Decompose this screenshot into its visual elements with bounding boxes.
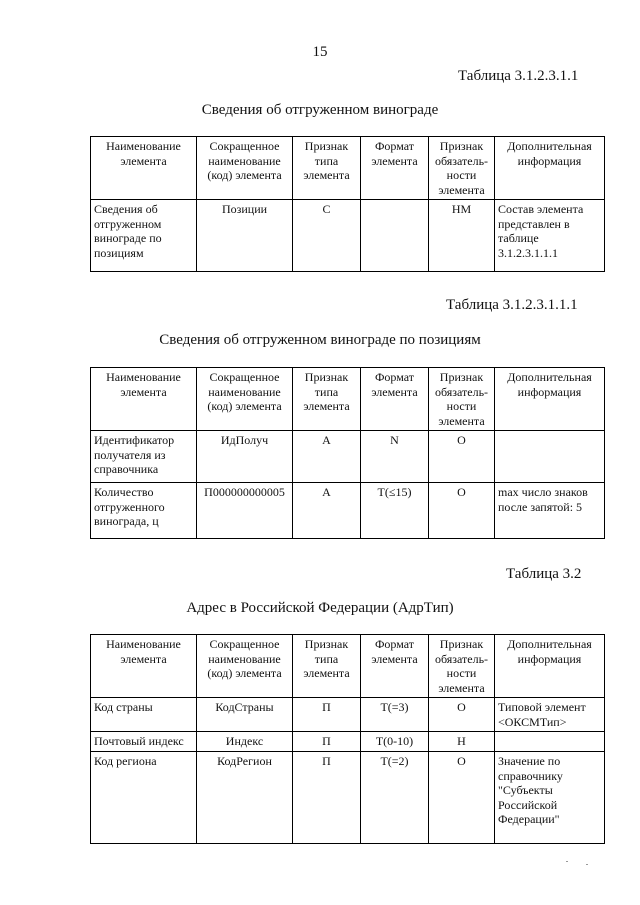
table-cell: Код страны	[91, 698, 197, 732]
table-cell: T(=3)	[361, 698, 429, 732]
column-header: Признак обязатель-ности элемента	[429, 368, 495, 431]
table-cell: Код региона	[91, 752, 197, 844]
table-cell: Сведения об отгруженном винограде по позициям	[91, 200, 197, 272]
table-cell: П	[293, 698, 361, 732]
scan-speck	[566, 861, 568, 862]
table-3	[90, 634, 605, 844]
table-header-row	[91, 368, 605, 431]
table-row	[91, 200, 605, 272]
column-header: Дополнительная информация	[495, 137, 605, 200]
column-header: Признак типа элемента	[293, 635, 361, 698]
column-header: Признак обязатель-ности элемента	[429, 635, 495, 698]
page-number: 15	[312, 44, 328, 60]
table-row	[91, 431, 605, 483]
column-header: Сокращенное наименование (код) элемента	[197, 635, 293, 698]
section-title-1: Сведения об отгруженном винограде	[201, 102, 439, 118]
table-cell: Почтовый индекс	[91, 732, 197, 752]
column-header: Сокращенное наименование (код) элемента	[197, 137, 293, 200]
table-cell: Индекс	[197, 732, 293, 752]
table-cell: П000000000005	[197, 483, 293, 539]
table-header-row	[91, 635, 605, 698]
table-cell: О	[429, 431, 495, 483]
table-row	[91, 752, 605, 844]
table-cell: КодРегион	[197, 752, 293, 844]
table-label-2: Таблица 3.1.2.3.1.1.1	[446, 297, 578, 313]
table-cell: Идентификатор получателя из справочника	[91, 431, 197, 483]
column-header: Признак обязатель-ности элемента	[429, 137, 495, 200]
table-cell: Состав элемента представлен в таблице 3.1.2.3.1.1.1	[495, 200, 605, 272]
table-cell: А	[293, 431, 361, 483]
table-cell: С	[293, 200, 361, 272]
table-cell	[495, 732, 605, 752]
table-cell: T(=2)	[361, 752, 429, 844]
table-cell: Н	[429, 732, 495, 752]
column-header: Признак типа элемента	[293, 137, 361, 200]
table-row	[91, 698, 605, 732]
column-header: Наименование элемента	[91, 368, 197, 431]
table-cell: max число знаков после запятой: 5	[495, 483, 605, 539]
table-cell	[361, 200, 429, 272]
table-cell: Количество отгруженного винограда, ц	[91, 483, 197, 539]
table-cell: T(0-10)	[361, 732, 429, 752]
table-cell: П	[293, 732, 361, 752]
table-cell: КодСтраны	[197, 698, 293, 732]
table-label-3: Таблица 3.2	[506, 566, 582, 582]
column-header: Дополнительная информация	[495, 635, 605, 698]
table-cell: Типовой элемент <ОКСМТип>	[495, 698, 605, 732]
table-row	[91, 732, 605, 752]
table-row	[91, 483, 605, 539]
table-cell: НМ	[429, 200, 495, 272]
table-header-row	[91, 137, 605, 200]
table-cell	[495, 431, 605, 483]
column-header: Признак типа элемента	[293, 368, 361, 431]
table-cell: О	[429, 698, 495, 732]
table-cell: П	[293, 752, 361, 844]
scan-speck	[586, 864, 588, 865]
column-header: Формат элемента	[361, 137, 429, 200]
table-cell: ИдПолуч	[197, 431, 293, 483]
section-title-2: Сведения об отгруженном винограде по позициям	[159, 332, 481, 348]
table-cell: О	[429, 752, 495, 844]
column-header: Формат элемента	[361, 635, 429, 698]
table-cell: Значение по справочнику "Субъекты Российской Федерации"	[495, 752, 605, 844]
table-cell: Позиции	[197, 200, 293, 272]
section-title-3: Адрес в Российской Федерации (АдрТип)	[186, 600, 454, 616]
table-cell: А	[293, 483, 361, 539]
column-header: Наименование элемента	[91, 137, 197, 200]
column-header: Дополнительная информация	[495, 368, 605, 431]
table-cell: О	[429, 483, 495, 539]
table-2	[90, 367, 605, 539]
column-header: Формат элемента	[361, 368, 429, 431]
column-header: Наименование элемента	[91, 635, 197, 698]
table-1	[90, 136, 605, 272]
column-header: Сокращенное наименование (код) элемента	[197, 368, 293, 431]
table-cell: N	[361, 431, 429, 483]
table-label-1: Таблица 3.1.2.3.1.1	[458, 68, 579, 84]
table-cell: T(≤15)	[361, 483, 429, 539]
